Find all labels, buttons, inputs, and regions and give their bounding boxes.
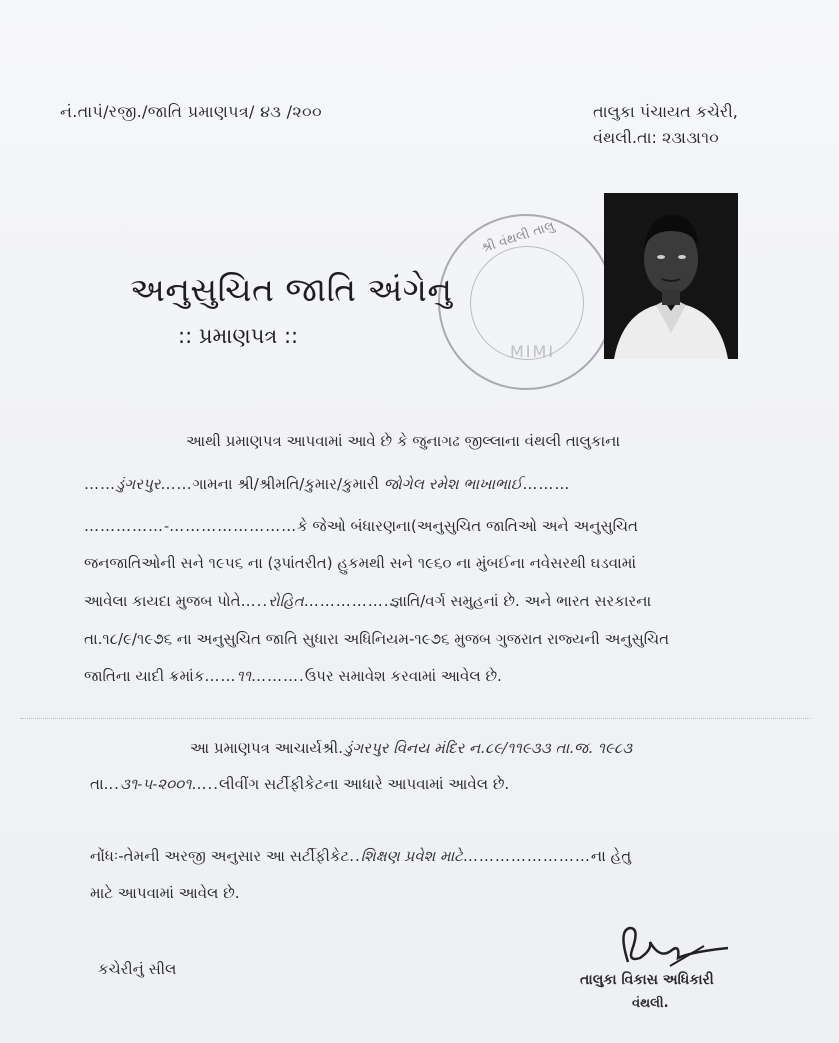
village-name: ડુંગરપુર — [116, 475, 161, 493]
body-line-3-text: કે જેઓ બંધારણના(અનુસુચિત જાતિઓ અને અનુસુચિત — [297, 517, 638, 535]
certificate-title: અનુસુચિત જાતિ અંગેનુ — [130, 270, 453, 309]
officer-signature — [600, 920, 740, 980]
issuance-line-2-end: લીવીંગ સર્ટીફીકેટના આધારે આપવામાં આવેલ છે. — [219, 775, 510, 793]
body-line-2: ……ડુંગરપુર……ગામના શ્રી/શ્રીમતિ/કુમાર/કુમારી જોગેલ રમેશ ભાખાભાઈ……… — [84, 475, 571, 493]
note-label: નોંધઃ- — [90, 847, 124, 865]
signatory-title: તાલુકા વિકાસ અધિકારી — [580, 972, 714, 988]
caste-name: રોહિત — [268, 592, 304, 610]
place-date: વંથલી.તા: ૨૩।૩।૧૦ — [593, 128, 719, 147]
certificate-subtitle: :: પ્રમાણપત્ર :: — [178, 324, 299, 348]
certificate-purpose: શિક્ષણ પ્રવેશ માટે — [360, 847, 463, 865]
body-line-5: આવેલા કાયદા મુજબ પોતે…..રોહિત…………….જ્ઞાતિ/વર્ગ સમુહનાં છે. અને ભારત સરકારના — [84, 592, 652, 610]
portrait-image — [604, 193, 738, 359]
body-line-7: જાતિના યાદી ક્રમાંક……૧૧……….ઉપર સમાવેશ કરવામાં આવેલ છે. — [84, 667, 502, 685]
note-text: તેમની અરજી અનુસાર આ સર્ટીફીકેટ — [123, 847, 350, 865]
body-line-5-end: જ્ઞાતિ/વર્ગ સમુહનાં છે. અને ભારત સરકારના — [389, 592, 652, 610]
body-line-2-mid: ગામના શ્રી/શ્રીમતિ/કુમાર/કુમારી — [192, 475, 379, 493]
body-line-3: ……………-……………………કે જેઓ બંધારણના(અનુસુચિત જાતિઓ અને અનુસુચિત — [84, 517, 638, 535]
applicant-name: જોગેલ રમેશ ભાખાભાઈ — [383, 475, 523, 493]
note-line-2: માટે આપવામાં આવેલ છે. — [90, 884, 240, 902]
leaving-date: ૩૧-૫-૨૦૦૧ — [119, 775, 192, 793]
body-line-7-start: જાતિના યાદી ક્રમાંક — [84, 667, 205, 685]
signatory-place: વંથલી. — [632, 996, 669, 1011]
reference-number: નં.તાપં/રજી./જાતિ પ્રમાણપત્ર/ ૪૩ /૨૦૦ — [60, 102, 322, 121]
line3-dash: - — [164, 517, 170, 535]
stamp-text: શ્રી વંથલી તાલુ — [479, 218, 557, 257]
school-name: ડુંગરપુર વિનય મંદિર ન.૮૯/૧૧૯૩૩ તા.જ. ૧૯૮૩ — [344, 739, 633, 757]
serial-number: ૧૧ — [236, 667, 252, 685]
issuance-line-1-start: આ પ્રમાણપત્ર આચાર્યશ્રી — [190, 739, 339, 757]
issuance-line-2-start: તા. — [90, 775, 109, 793]
applicant-photo — [604, 193, 738, 359]
office-stamp — [438, 214, 614, 390]
office-name: તાલુકા પંચાયત કચેરી, — [593, 102, 738, 121]
body-line-7-end: ઉપર સમાવેશ કરવામાં આવેલ છે. — [304, 667, 502, 685]
issuance-line-1: આ પ્રમાણપત્ર આચાર્યશ્રી.ડુંગરપુર વિનય મંદિર ન.૮૯/૧૧૯૩૩ તા.જ. ૧૯૮૩ — [190, 739, 633, 757]
office-seal-label: કચેરીનું સીલ — [98, 960, 177, 978]
body-line-5-start: આવેલા કાયદા મુજબ પોતે — [84, 592, 241, 610]
stamp-mid-text: MIMI — [510, 342, 556, 361]
body-line-4: જનજાતિઓની સને ૧૯૫૬ ના (રૂપાંતરીત) હુકમથી સને ૧૯૬૦ ના મુંબઈના નવેસરથી ઘડવામાં — [84, 554, 637, 572]
issuance-line-2: તા...૩૧-૫-૨૦૦૧…..લીવીંગ સર્ટીફીકેટના આધારે આપવામાં આવેલ છે. — [90, 775, 510, 793]
note-end: ના હેતુ — [590, 847, 632, 865]
body-line-1: આથી પ્રમાણપત્ર આપવામાં આવે છે કે જુનાગઢ જીલ્લાના વંથલી તાલુકાના — [186, 432, 620, 450]
section-divider — [20, 718, 810, 719]
note-line-1: નોંધઃ-તેમની અરજી અનુસાર આ સર્ટીફીકેટ..શિક્ષણ પ્રવેશ માટે……………………ના હેતુ — [90, 847, 632, 865]
body-line-6: તા.૧૮/૯/૧૯૭૬ ના અનુસુચિત જાતિ સુધારા અધિનિયમ-૧૯૭૬ મુજબ ગુજરાત રાજ્યની અનુસુચિત — [84, 630, 670, 648]
